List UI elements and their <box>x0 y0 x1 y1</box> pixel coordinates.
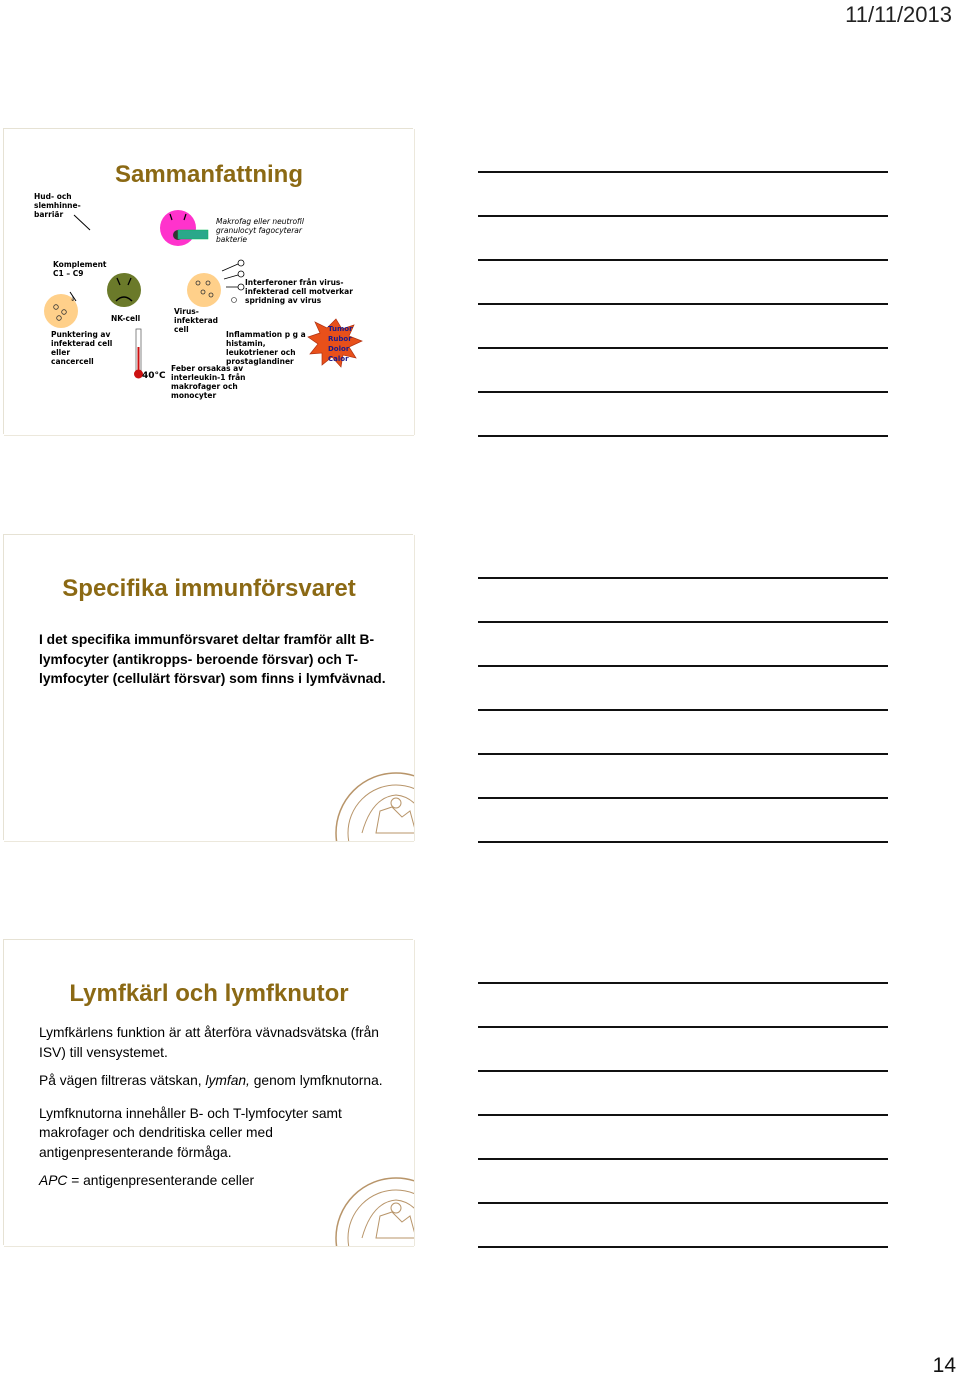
label-makrofag: Makrofag eller neutrofil granulocyt fagocyterar bakterie <box>216 217 304 244</box>
label-temperature: 40°C <box>142 371 166 381</box>
paragraph-4: APC = antigenpresenterande celler <box>39 1173 255 1188</box>
paragraph-1: Lymfkärlens funktion är att återföra vävnadsvätska (från ISV) till vensystemet. <box>39 1025 379 1060</box>
slide-title: Specifika immunförsvaret <box>62 575 356 602</box>
label-inflammation: Inflammation p g a histamin, leukotriener och prostaglandiner <box>226 330 306 366</box>
note-line <box>478 1070 888 1072</box>
note-line <box>478 259 888 261</box>
page-number: 14 <box>932 1354 956 1377</box>
hud-pointer <box>74 215 90 230</box>
label-nk-cell: NK-cell <box>111 314 141 323</box>
slide-body-text: I det specifika immunförsvaret deltar framför allt B-lymfocyter (antikropps- beroende försvar) och T-lymfocyter (cellulärt försvar) som finns i lymfvävnad. <box>39 632 386 686</box>
slide-specifika-immunforsvaret <box>4 535 414 841</box>
note-line <box>478 709 888 711</box>
label-interferoner: Interferoner från virus- infekterad cell motverkar spridning av virus <box>245 278 353 305</box>
slide-body <box>39 1023 394 1191</box>
note-line <box>478 665 888 667</box>
note-line <box>478 303 888 305</box>
paragraph-2: På vägen filtreras vätskan, lymfan, genom lymfknutorna. <box>39 1073 383 1088</box>
svg-text:⇓: ⇓ <box>70 296 76 303</box>
slide-title: Sammanfattning <box>114 161 303 188</box>
label-hud: Hud- och slemhinne- barriär <box>34 192 81 219</box>
paragraph-3: Lymfknutorna innehåller B- och T-lymfocyter samt makrofager och dendritiska celler med antigenpresenterande förmåga. <box>39 1105 342 1160</box>
macrophage-cell-icon <box>160 210 196 246</box>
label-feber: Feber orsakas av interleukin-1 från makrofager och monocyter <box>171 364 246 400</box>
bacterium-rod-icon <box>178 230 208 239</box>
note-line <box>478 982 888 984</box>
slide-title: Lymfkärl och lymfknutor <box>69 980 349 1007</box>
nk-cell-icon <box>107 273 141 307</box>
slide-sammanfattning <box>4 129 414 435</box>
note-line <box>478 1026 888 1028</box>
note-line <box>478 797 888 799</box>
burst-labels: Tumor Rubor Dolor Calor <box>328 325 353 363</box>
note-line <box>478 621 888 623</box>
note-line <box>478 171 888 173</box>
university-seal-icon <box>332 767 414 841</box>
print-date: 11/11/2013 <box>845 2 952 27</box>
note-line <box>478 1246 888 1248</box>
note-line <box>478 391 888 393</box>
label-punktering: Punktering av infekterad cell eller cancercell <box>51 330 113 366</box>
slide-lymfkarl-och-lymfknutor <box>4 940 414 1246</box>
label-virus-cell: Virus- infekterad cell <box>174 307 219 334</box>
note-line <box>478 215 888 217</box>
label-komplement: Komplement C1 – C9 <box>53 260 107 278</box>
note-line <box>478 753 888 755</box>
note-line <box>478 1114 888 1116</box>
note-line <box>478 1202 888 1204</box>
note-line <box>478 577 888 579</box>
note-line <box>478 347 888 349</box>
note-line <box>478 841 888 843</box>
university-seal-icon <box>332 1172 414 1246</box>
note-line <box>478 1158 888 1160</box>
note-line <box>478 435 888 437</box>
